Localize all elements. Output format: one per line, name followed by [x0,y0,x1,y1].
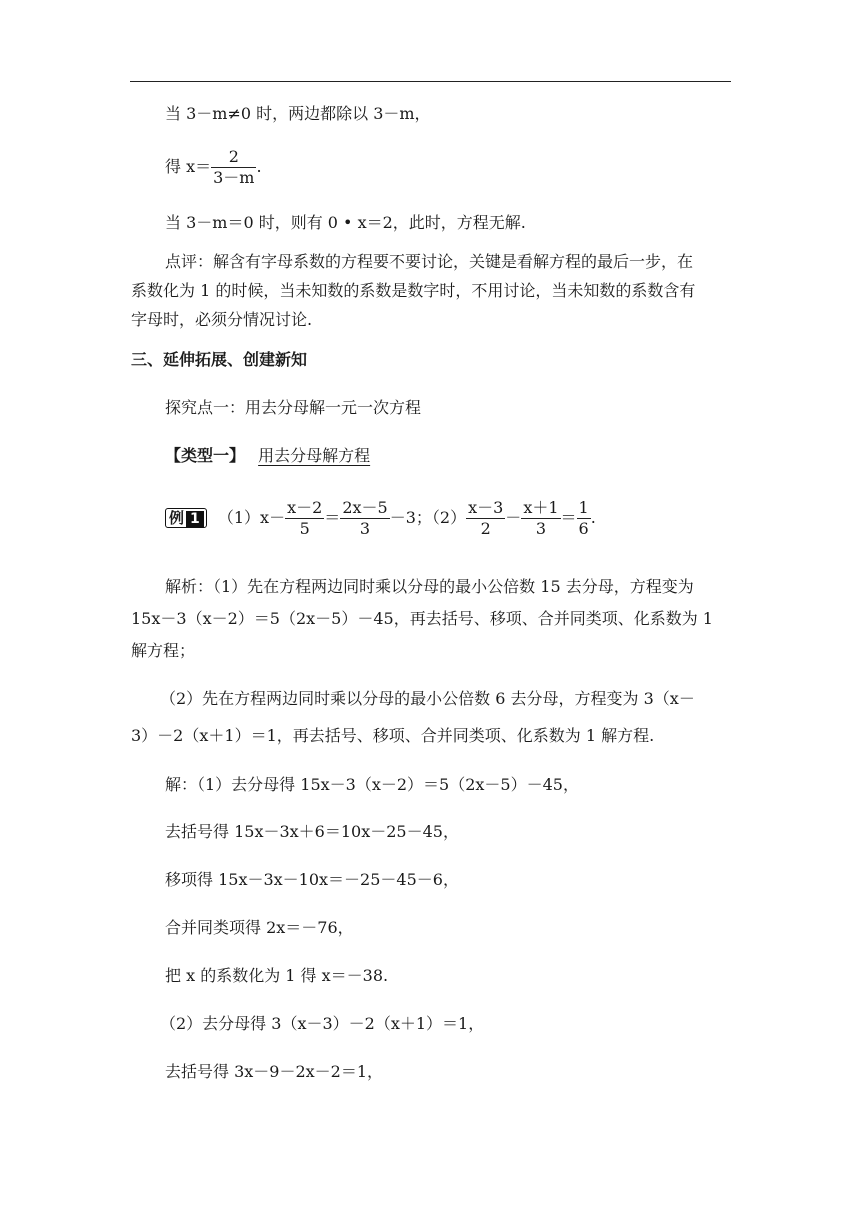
type-bracket: 【类型一】 [165,446,246,465]
fraction [340,498,389,539]
type-title: 用去分母解方程 [258,446,371,465]
analysis-line: 解方程； [131,641,196,660]
solution-line: 合并同类项得 2x＝－76， [165,918,354,937]
type-heading [165,446,370,466]
text-line: 当 3－m≠0 时，两边都除以 3－m， [165,104,431,123]
fraction-numerator: x＋1 [523,498,559,517]
fraction-denominator: 3 [340,518,389,539]
comment-line: 点评：解含有字母系数的方程要不要讨论，关键是看解方程的最后一步，在 [165,252,694,271]
solution-line: 去括号得 15x－3x＋6＝10x－25－45， [165,822,459,841]
section-heading: 三、延伸拓展、创建新知 [131,350,308,369]
comment-line: 系数化为 1 的时候，当未知数的系数是数字时，不用讨论，当未知数的系数含有 [131,281,696,300]
analysis-line: 解析：（1）先在方程两边同时乘以分母的最小公倍数 15 去分母，方程变为 [165,577,694,596]
solution-line: 去括号得 3x－9－2x－2＝1， [165,1062,384,1081]
explore-point: 探究点一：用去分母解一元一次方程 [165,398,422,417]
example-end: . [590,508,596,527]
fraction-denominator: 2 [466,518,505,539]
solution-line: 解：（1）去分母得 15x－3（x－2）＝5（2x－5）－45， [165,775,579,794]
minus-sign: － [505,508,522,527]
fraction-numerator: 1 [578,498,589,517]
fraction [521,498,560,539]
example-problem [165,496,596,540]
fraction-line-prefix: 得 x＝ [165,157,212,176]
fraction-numerator: x－2 [287,498,323,517]
comment-line: 字母时，必须分情况讨论. [131,310,313,329]
analysis-line: （2）先在方程两边同时乘以分母的最小公倍数 6 去分母，方程变为 3（x－ [160,689,695,708]
solution-line: 移项得 15x－3x－10x＝－25－45－6， [165,870,459,889]
analysis-line: 15x－3（x－2）＝5（2x－5）－45，再去括号、移项、合并同类项、化系数为 1 [131,609,713,628]
fraction-line-suffix: . [256,157,262,176]
fraction-denominator: 6 [578,519,589,538]
fraction [577,498,591,539]
equals-sign: ＝ [560,508,577,527]
solution-line: 把 x 的系数化为 1 得 x＝－38. [165,966,389,985]
example-badge-number: 1 [186,511,204,527]
analysis-line: 3）－2（x＋1）＝1，再去括号、移项、合并同类项、化系数为 1 解方程. [131,726,655,745]
fraction-numerator: x－3 [468,498,504,517]
solution-line: （2）去分母得 3（x－3）－2（x＋1）＝1， [160,1014,485,1033]
fraction [211,147,256,188]
fraction-denominator: 3－m [213,168,255,187]
example-part1-tail: －3；（2） [389,508,467,527]
fraction [466,498,505,539]
text-line: 当 3－m＝0 时，则有 0 • x＝2，此时，方程无解. [165,213,526,232]
fraction-numerator: 2 [228,147,239,166]
header-rule [130,81,731,82]
fraction-numerator: 2x－5 [342,498,388,517]
fraction-denominator: 5 [285,518,324,539]
fraction-line [165,146,262,188]
fraction-denominator: 3 [521,518,560,539]
example-badge-text: 例 [169,509,185,527]
example-badge [165,508,207,528]
example-part1-label: （1）x－ [217,508,286,527]
equals-sign: ＝ [324,508,341,527]
fraction [285,498,324,539]
